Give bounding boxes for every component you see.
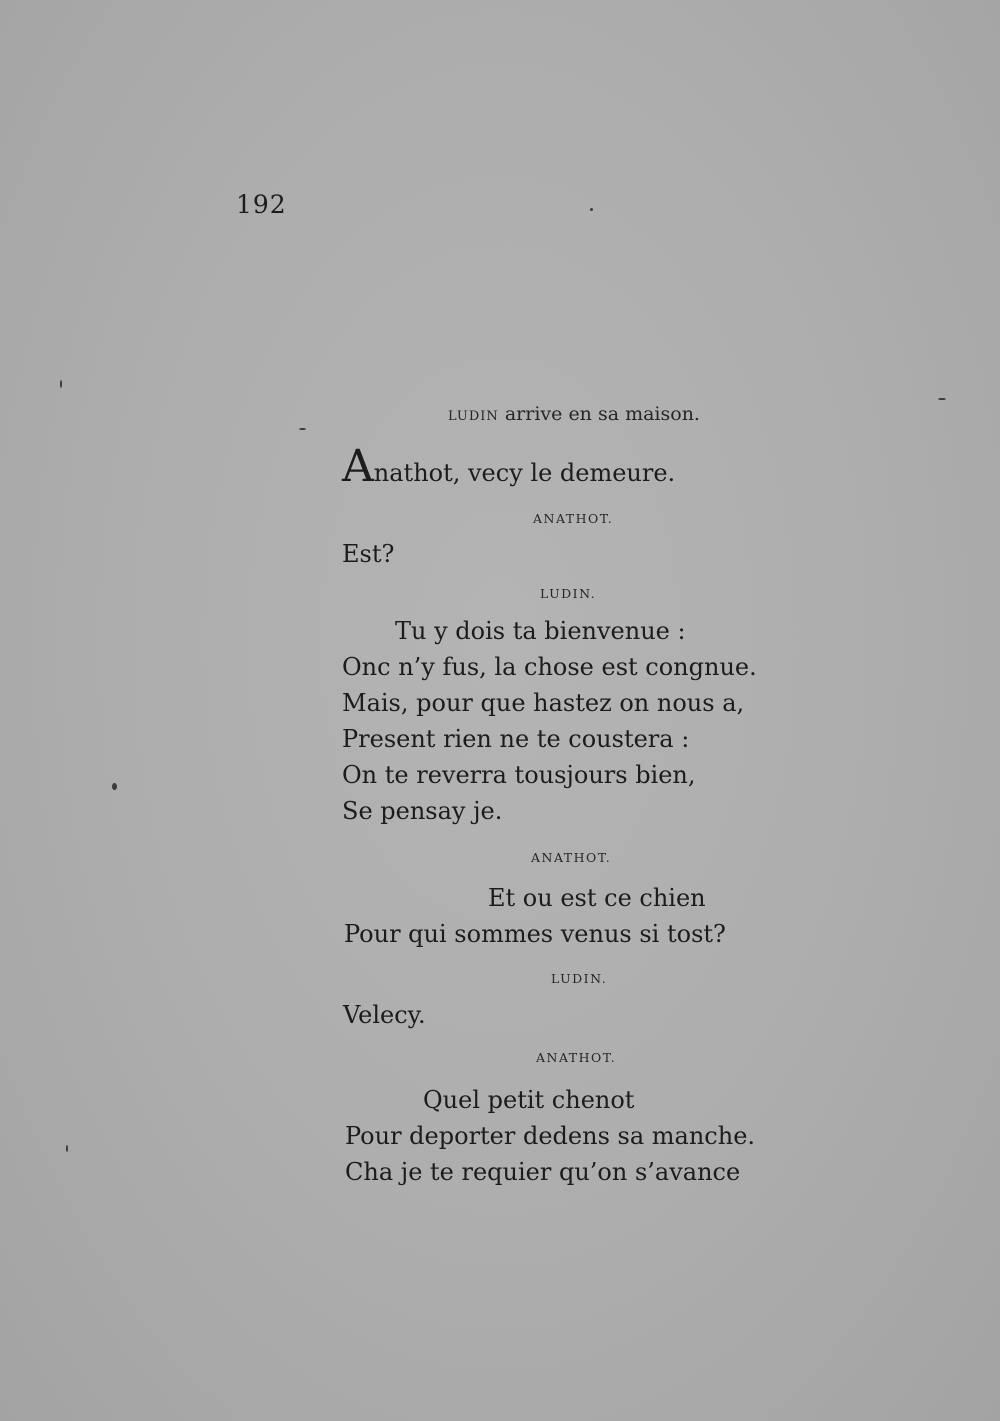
stage-direction-speaker: LUDIN [448, 409, 499, 424]
verse-line: Tu y dois ta bienvenue : [395, 617, 686, 645]
speaker-name: ANATHOT. [533, 511, 614, 526]
paper-speck [66, 1145, 68, 1152]
paper-speck [299, 428, 306, 430]
verse-line: Pour qui sommes venus si tost? [344, 920, 726, 948]
verse-line: On te reverra tousjours bien, [342, 761, 696, 789]
verse-line: Et ou est ce chien [488, 884, 706, 912]
paper-speck [938, 398, 946, 400]
verse-line: Pour deporter dedens sa manche. [345, 1122, 756, 1150]
speaker-name: ANATHOT. [536, 1050, 617, 1065]
speaker-name: ANATHOT. [531, 850, 612, 865]
drop-initial: A [342, 441, 374, 492]
verse-line: Mais, pour que hastez on nous a, [342, 689, 745, 717]
paper-speck [590, 208, 593, 211]
stage-direction-text: arrive en sa maison. [498, 403, 700, 425]
verse-line: Est? [342, 540, 395, 568]
verse-line-text: nathot, vecy le demeure. [373, 459, 676, 487]
paper-speck [60, 380, 62, 388]
verse-line: Present rien ne te coustera : [342, 725, 690, 753]
verse-line: Velecy. [343, 1001, 426, 1029]
verse-line: Cha je te requier qu’on s’avance [345, 1158, 741, 1186]
speaker-name: LUDIN. [540, 586, 597, 601]
page-number: 192 [236, 190, 287, 219]
speaker-name: LUDIN. [551, 971, 608, 986]
verse-line [342, 441, 676, 492]
stage-direction [448, 403, 700, 425]
verse-line: Quel petit chenot [423, 1086, 635, 1114]
paper-speck [112, 783, 117, 790]
verse-line: Se pensay je. [342, 797, 503, 825]
verse-line: Onc n’y fus, la chose est congnue. [342, 653, 757, 681]
